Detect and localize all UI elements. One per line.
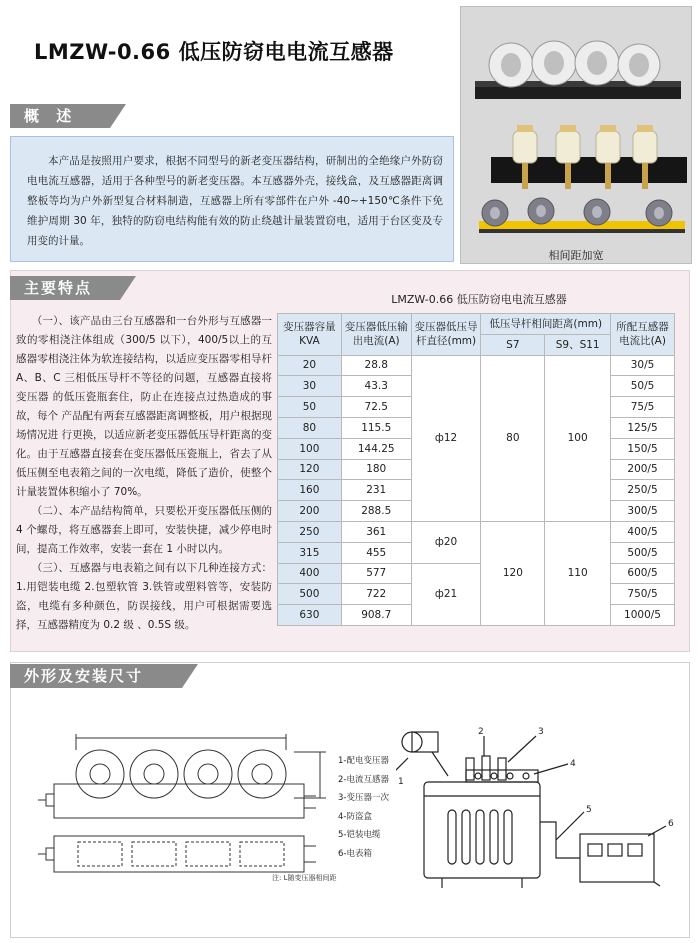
diameter-group-3: ф21: [411, 563, 481, 625]
row-kva: 20: [278, 355, 342, 376]
row-kva: 30: [278, 376, 342, 397]
row-ratio: 300/5: [611, 501, 675, 522]
diameter-group-1: ф12: [411, 355, 481, 521]
row-kva: 400: [278, 563, 342, 584]
header-capacity: 变压器容量KVA: [278, 314, 342, 356]
row-amp: 577: [341, 563, 411, 584]
callout-6: 6: [668, 819, 674, 829]
spacing-s9-group-2: 110: [545, 521, 611, 625]
row-amp: 115.5: [341, 417, 411, 438]
row-ratio: 30/5: [611, 355, 675, 376]
callout-5: 5: [586, 805, 592, 815]
spec-table: [277, 313, 675, 626]
feature-paragraph-1: （一）、该产品由三台互感器和一台外形与互感器一致的零相浇注体组成（300/5 以下），400/5以上的互感器零相浇注体为软连接结构，以适应变压器零相导杆 A、B、C 三相低压导杆不等径的问题，互感器直接将变压器 的低压瓷瓶套住，防止在连接点过热造成的事故，每个 产品配有两套互感器距离调整板，用户根据现场情况进 行更换，以适应新老变压器低压导杆距离的变化。由于互感器直接套在变压器低压瓷瓶上，省去了从低压侧至电表箱之间的一次电缆，降低了造价，使整个计量装置体积缩小了 70%。: [16, 315, 272, 498]
row-amp: 908.7: [341, 605, 411, 626]
header-current: 变压器低压输出电流(A): [341, 314, 411, 356]
photo-caption: 相间距加宽: [548, 249, 604, 262]
installation-drawing: [396, 722, 686, 892]
header-spacing: 低压导杆相间距离(mm): [481, 314, 611, 335]
page-title: LMZW-0.66 低压防窃电电流互感器: [34, 40, 394, 64]
row-amp: 180: [341, 459, 411, 480]
row-ratio: 125/5: [611, 417, 675, 438]
row-amp: 722: [341, 584, 411, 605]
row-kva: 100: [278, 438, 342, 459]
row-amp: 43.3: [341, 376, 411, 397]
dimensions-header: 外形及安装尺寸: [10, 664, 182, 688]
row-kva: 315: [278, 542, 342, 563]
overview-header: 概 述: [10, 104, 110, 128]
row-amp: 361: [341, 521, 411, 542]
row-kva: 120: [278, 459, 342, 480]
row-kva: 160: [278, 480, 342, 501]
header-s9: S9、S11: [545, 334, 611, 355]
callout-4: 4: [570, 759, 576, 769]
feature-paragraph-3: （三）、互感器与电表箱之间有以下几种连接方式：1.用铠装电缆 2.包塑软管 3.铁管或塑料管等，安装防盗，电缆有多种颜色，防误接线，用户可根据需要选择，互感器精度为 0.2 级 、0.5S 级。: [16, 562, 272, 631]
header-ratio: 所配互感器电流比(A): [611, 314, 675, 356]
callout-3: 3: [538, 727, 544, 737]
dimensions-note: 注: L随变压器相间距: [272, 874, 337, 882]
legend-item: 6-电表箱: [338, 848, 372, 859]
row-ratio: 250/5: [611, 480, 675, 501]
legend-item: 4-防盗盒: [338, 811, 372, 822]
row-kva: 630: [278, 605, 342, 626]
row-kva: 80: [278, 417, 342, 438]
header-s7: S7: [481, 334, 545, 355]
callout-1: 1: [398, 777, 404, 787]
row-kva: 200: [278, 501, 342, 522]
row-kva: 250: [278, 521, 342, 542]
diameter-group-2: ф20: [411, 521, 481, 563]
header-diameter: 变压器低压导杆直径(mm): [411, 314, 481, 356]
row-ratio: 600/5: [611, 563, 675, 584]
spacing-s7-group-2: 120: [481, 521, 545, 625]
feature-paragraph-2: （二）、本产品结构简单，只要松开变压器低压侧的 4 个螺母，将互感器套上即可，安装快捷，减少停电时间，提高工作效率，安装一套在 1 小时以内。: [16, 505, 272, 555]
outline-drawing: [30, 724, 330, 884]
row-amp: 28.8: [341, 355, 411, 376]
legend-item: 5-铠装电缆: [338, 830, 381, 840]
row-ratio: 750/5: [611, 584, 675, 605]
row-amp: 455: [341, 542, 411, 563]
legend-item: 2-电流互感器: [338, 774, 389, 785]
row-amp: 144.25: [341, 438, 411, 459]
row-ratio: 200/5: [611, 459, 675, 480]
install-legend: [338, 752, 389, 863]
features-text: [16, 312, 272, 635]
product-photo-illustration: [461, 7, 693, 265]
product-photo: [460, 6, 692, 264]
legend-item: 3-变压器一次: [338, 793, 389, 803]
legend-item: 1-配电变压器: [338, 756, 389, 766]
row-ratio: 1000/5: [611, 605, 675, 626]
row-ratio: 150/5: [611, 438, 675, 459]
overview-text: 本产品是按照用户要求，根据不同型号的新老变压器结构，研制出的全绝缘户外防窃电电流互感器，适用于各种型号的新老变压器。本互感器外壳，接线盒，及互感器距离调整板等均为户外新型复合材料制造，互感器上所有零部件在户外 -40~+150℃条件下免维护周期 30 年，独特的防窃电结构能有效的防止绕越计量装置窃电，适用于台区变及专用变的计量。: [10, 136, 454, 262]
row-amp: 72.5: [341, 397, 411, 418]
row-ratio: 50/5: [611, 376, 675, 397]
row-amp: 231: [341, 480, 411, 501]
row-ratio: 75/5: [611, 397, 675, 418]
table-title: LMZW-0.66 低压防窃电电流互感器: [391, 293, 567, 306]
row-kva: 500: [278, 584, 342, 605]
spacing-s7-group-1: 80: [481, 355, 545, 521]
callout-2: 2: [478, 727, 484, 737]
spacing-s9-group-1: 100: [545, 355, 611, 521]
row-amp: 288.5: [341, 501, 411, 522]
row-ratio: 400/5: [611, 521, 675, 542]
row-ratio: 500/5: [611, 542, 675, 563]
features-header: 主要特点: [10, 276, 120, 300]
row-kva: 50: [278, 397, 342, 418]
